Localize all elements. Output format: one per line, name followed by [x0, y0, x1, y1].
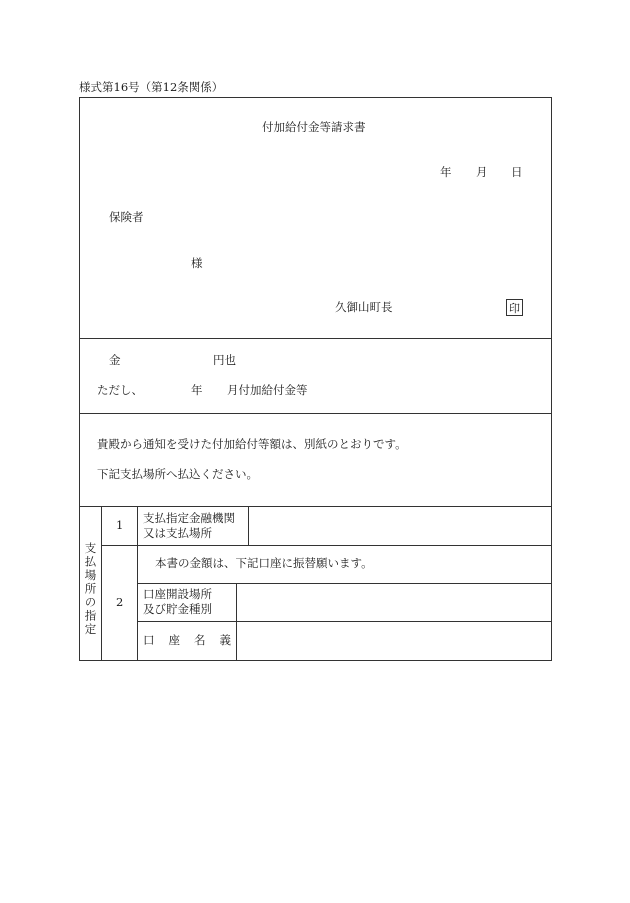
row1-label-line2: 又は支払場所: [143, 526, 212, 540]
transfer-text: 下記支払場所へ払込ください。: [97, 467, 258, 481]
honorific: 様: [191, 256, 203, 270]
account-place-line1: 口座開設場所: [143, 587, 212, 601]
transfer-note: 本書の金額は、下記口座に振替願います。: [155, 556, 373, 570]
proviso-suffix: 月付加給付金等: [227, 383, 308, 397]
row2-number: 2: [116, 595, 124, 609]
proviso-year: 年: [191, 383, 203, 397]
form-frame: [79, 97, 552, 661]
mayor-title: 久御山町長: [335, 300, 393, 314]
date-year: 年: [440, 165, 452, 179]
col-divider-row1: [248, 506, 249, 545]
row1-label-line1: 支払指定金融機関: [143, 511, 235, 525]
payment-section-label: 支払場所の指定: [83, 542, 98, 637]
row-divider-1: [101, 545, 552, 546]
seal-box: [506, 299, 523, 316]
insured-label: 保険者: [109, 210, 144, 224]
row-divider-2: [137, 583, 552, 584]
divider-3: [79, 506, 552, 507]
amount-prefix: 金: [109, 353, 121, 367]
account-place-line2: 及び貯金種別: [143, 602, 212, 616]
request-text: 貴殿から通知を受けた付加給付等額は、別紙のとおりです。: [97, 437, 407, 451]
proviso-prefix: ただし、: [97, 383, 143, 397]
account-name-label: 口座名義: [143, 633, 245, 647]
amount-suffix: 円也: [213, 353, 236, 367]
date-month: 月: [476, 165, 488, 179]
form-title: 付加給付金等請求書: [262, 120, 366, 134]
col-divider-label: [101, 506, 102, 661]
divider-2: [79, 413, 552, 414]
form-number: 様式第16号（第12条関係）: [79, 80, 224, 94]
seal-text: 印: [509, 301, 520, 315]
row-divider-3: [137, 621, 552, 622]
date-day: 日: [511, 165, 523, 179]
col-divider-row2: [236, 583, 237, 661]
divider-1: [79, 338, 552, 339]
row1-number: 1: [116, 518, 124, 532]
